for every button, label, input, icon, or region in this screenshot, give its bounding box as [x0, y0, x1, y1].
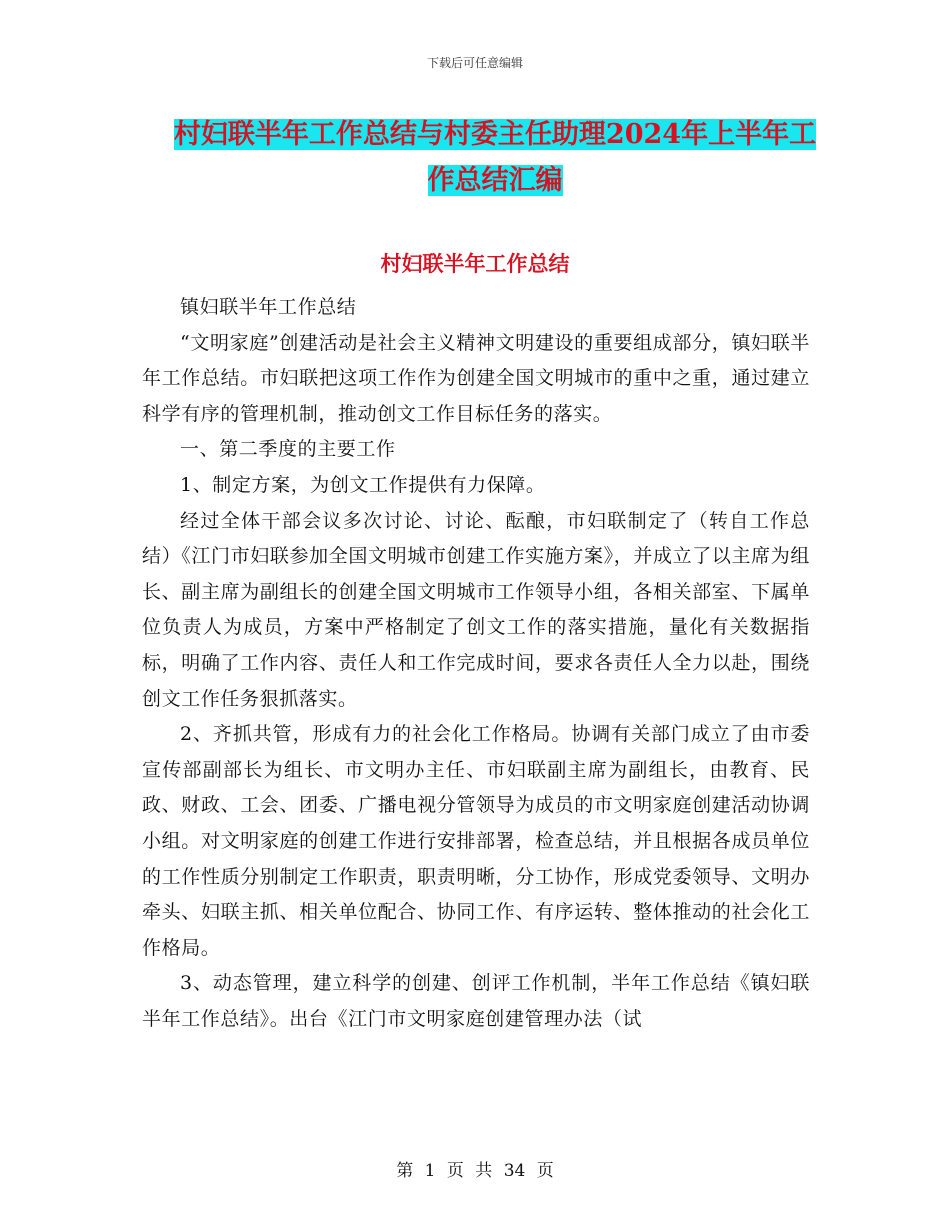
paragraph: 3、动态管理，建立科学的创建、创评工作机制，半年工作总结《镇妇联半年工作总结》。出台《江门市文明家庭创建管理办法（试	[142, 972, 810, 1030]
paragraph: 一、第二季度的主要工作	[180, 438, 396, 461]
paragraph: “文明家庭”创建活动是社会主义精神文明建设的重要组成部分，镇妇联半年工作总结。市妇联把这项工作作为创建全国文明城市的重中之重，通过建立科学有序的管理机制，推动创文工作目标任务的落实。	[142, 331, 810, 425]
paragraph: 镇妇联半年工作总结	[180, 296, 357, 318]
section-heading: 村妇联半年工作总结	[380, 251, 570, 276]
document-title-line-2: 作总结汇编	[427, 165, 563, 196]
document-title	[140, 112, 850, 204]
paragraph: 2、齐抓共管，形成有力的社会化工作格局。协调有关部门成立了由市委宣传部副部长为组长、市文明办主任、市妇联副主席为副组长，由教育、民政、财政、工会、团委、广播电视分管领导为成员的市文明家庭创建活动协调小组。对文明家庭的创建工作进行安排部署，检查总结，并且根据各成员单位的工作性质分别制定工作职责，职责明晰，分工协作，形成党委领导、文明办牵头、妇联主抓、相关单位配合、协同工作、有序运转、整体推动的社会化工作格局。	[142, 723, 810, 959]
document-body	[142, 290, 810, 1037]
page-number: 第 1 页 共 34 页	[396, 1161, 554, 1181]
paragraph: 1、制定方案，为创文工作提供有力保障。	[180, 473, 546, 496]
document-title-line-1: 村妇联半年工作总结与村委主任助理2024年上半年工	[173, 119, 817, 150]
paragraph: 经过全体干部会议多次讨论、讨论、酝酿，市妇联制定了（转自工作总结）《江门市妇联参加全国文明城市创建工作实施方案》，并成立了以主席为组长、副主席为副组长的创建全国文明城市工作领导小组，各相关部室、下属单位负责人为成员，方案中严格制定了创文工作的落实措施，量化有关数据指标，明确了工作内容、责任人和工作完成时间，要求各责任人全力以赴，围绕创文工作任务狠抓落实。	[142, 509, 810, 710]
header-note: 下载后可任意编辑	[426, 56, 523, 70]
